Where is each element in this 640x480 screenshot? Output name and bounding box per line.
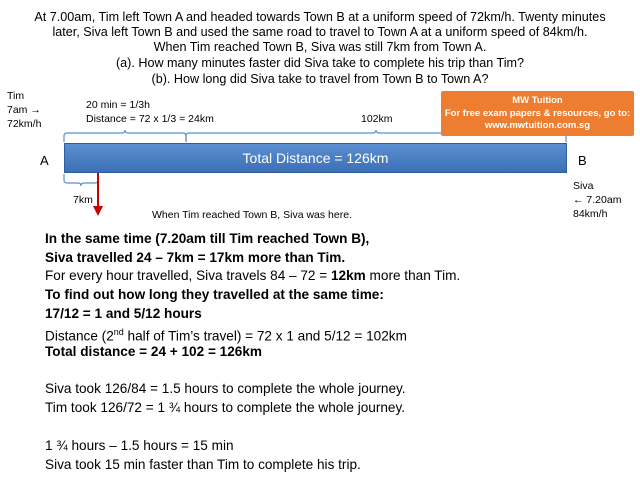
arrow-head — [93, 206, 103, 216]
question-line-2: later, Siva left Town B and used the same road to travel to Town A at a uniform speed of 84km/h. — [52, 25, 588, 39]
question-line-4: (a). How many minutes faster did Siva take to complete his trip than Tim? — [115, 56, 525, 70]
tim-speed: 72km/h — [7, 118, 42, 130]
town-b-label: B — [578, 153, 587, 168]
promo-box[interactable] — [441, 91, 634, 136]
question-line-5: (b). How long did Siva take to travel from Town B to Town A? — [151, 72, 489, 86]
siva-name: Siva — [573, 180, 594, 192]
line6-part-b: half of Tim’s travel) = 72 x 1 and 5/12 = 102km — [123, 328, 407, 344]
line3-part-a: For every hour travelled, Siva travels 84 – 72 = — [45, 268, 331, 283]
promo-line-1: For free exam papers & resources, go to: — [444, 107, 631, 119]
solution-line-11: Siva took 15 min faster than Tim to complete his trip. — [45, 457, 361, 472]
solution-line-10: 1 ¾ hours – 1.5 hours = 15 min — [45, 438, 234, 453]
bar-label: Total Distance = 126km — [242, 150, 389, 166]
remaining-distance-label: 7km — [73, 194, 93, 206]
solution-line-2: Siva travelled 24 – 7km = 17km more than Tim. — [45, 250, 346, 265]
line6-sup: nd — [113, 327, 124, 337]
segment-distance-label: Distance = 72 x 1/3 = 24km — [86, 113, 214, 125]
line3-bold: 12km — [331, 268, 366, 283]
siva-speed: 84km/h — [573, 208, 608, 220]
solution-line-4: To find out how long they travelled at the same time: — [45, 287, 384, 302]
promo-url[interactable]: www.mwtuition.com.sg — [484, 120, 591, 131]
solution-line-5: 17/12 = 1 and 5/12 hours — [45, 306, 202, 321]
town-a-label: A — [40, 153, 49, 168]
total-distance-bar — [64, 143, 567, 173]
diagram-note: When Tim reached Town B, Siva was here. — [152, 209, 352, 221]
question-line-3: When Tim reached Town B, Siva was still 7km from Town A. — [153, 40, 487, 54]
solution-line-7: Total distance = 24 + 102 = 126km — [45, 344, 262, 359]
siva-time: ← 7.20am — [573, 194, 622, 206]
line6-part-a: Distance (2 — [45, 328, 114, 344]
solution-line-8: Siva took 126/84 = 1.5 hours to complete the whole journey. — [45, 381, 406, 396]
tim-name: Tim — [7, 90, 25, 102]
line3-part-c: more than Tim. — [365, 268, 461, 283]
solution-line-1: In the same time (7.20am till Tim reached Town B), — [45, 231, 370, 246]
segment-time-label: 20 min = 1/3h — [86, 99, 150, 111]
tim-time: 7am → — [7, 104, 41, 116]
promo-title: MW Tuition — [512, 95, 563, 106]
solution-line-9: Tim took 126/72 = 1 ¾ hours to complete the whole journey. — [45, 400, 406, 415]
question-line-1: At 7.00am, Tim left Town A and headed towards Town B at a uniform speed of 72km/h. Twenty minutes — [34, 10, 606, 24]
solution-line-3 — [45, 266, 460, 285]
second-segment-label: 102km — [361, 113, 393, 125]
